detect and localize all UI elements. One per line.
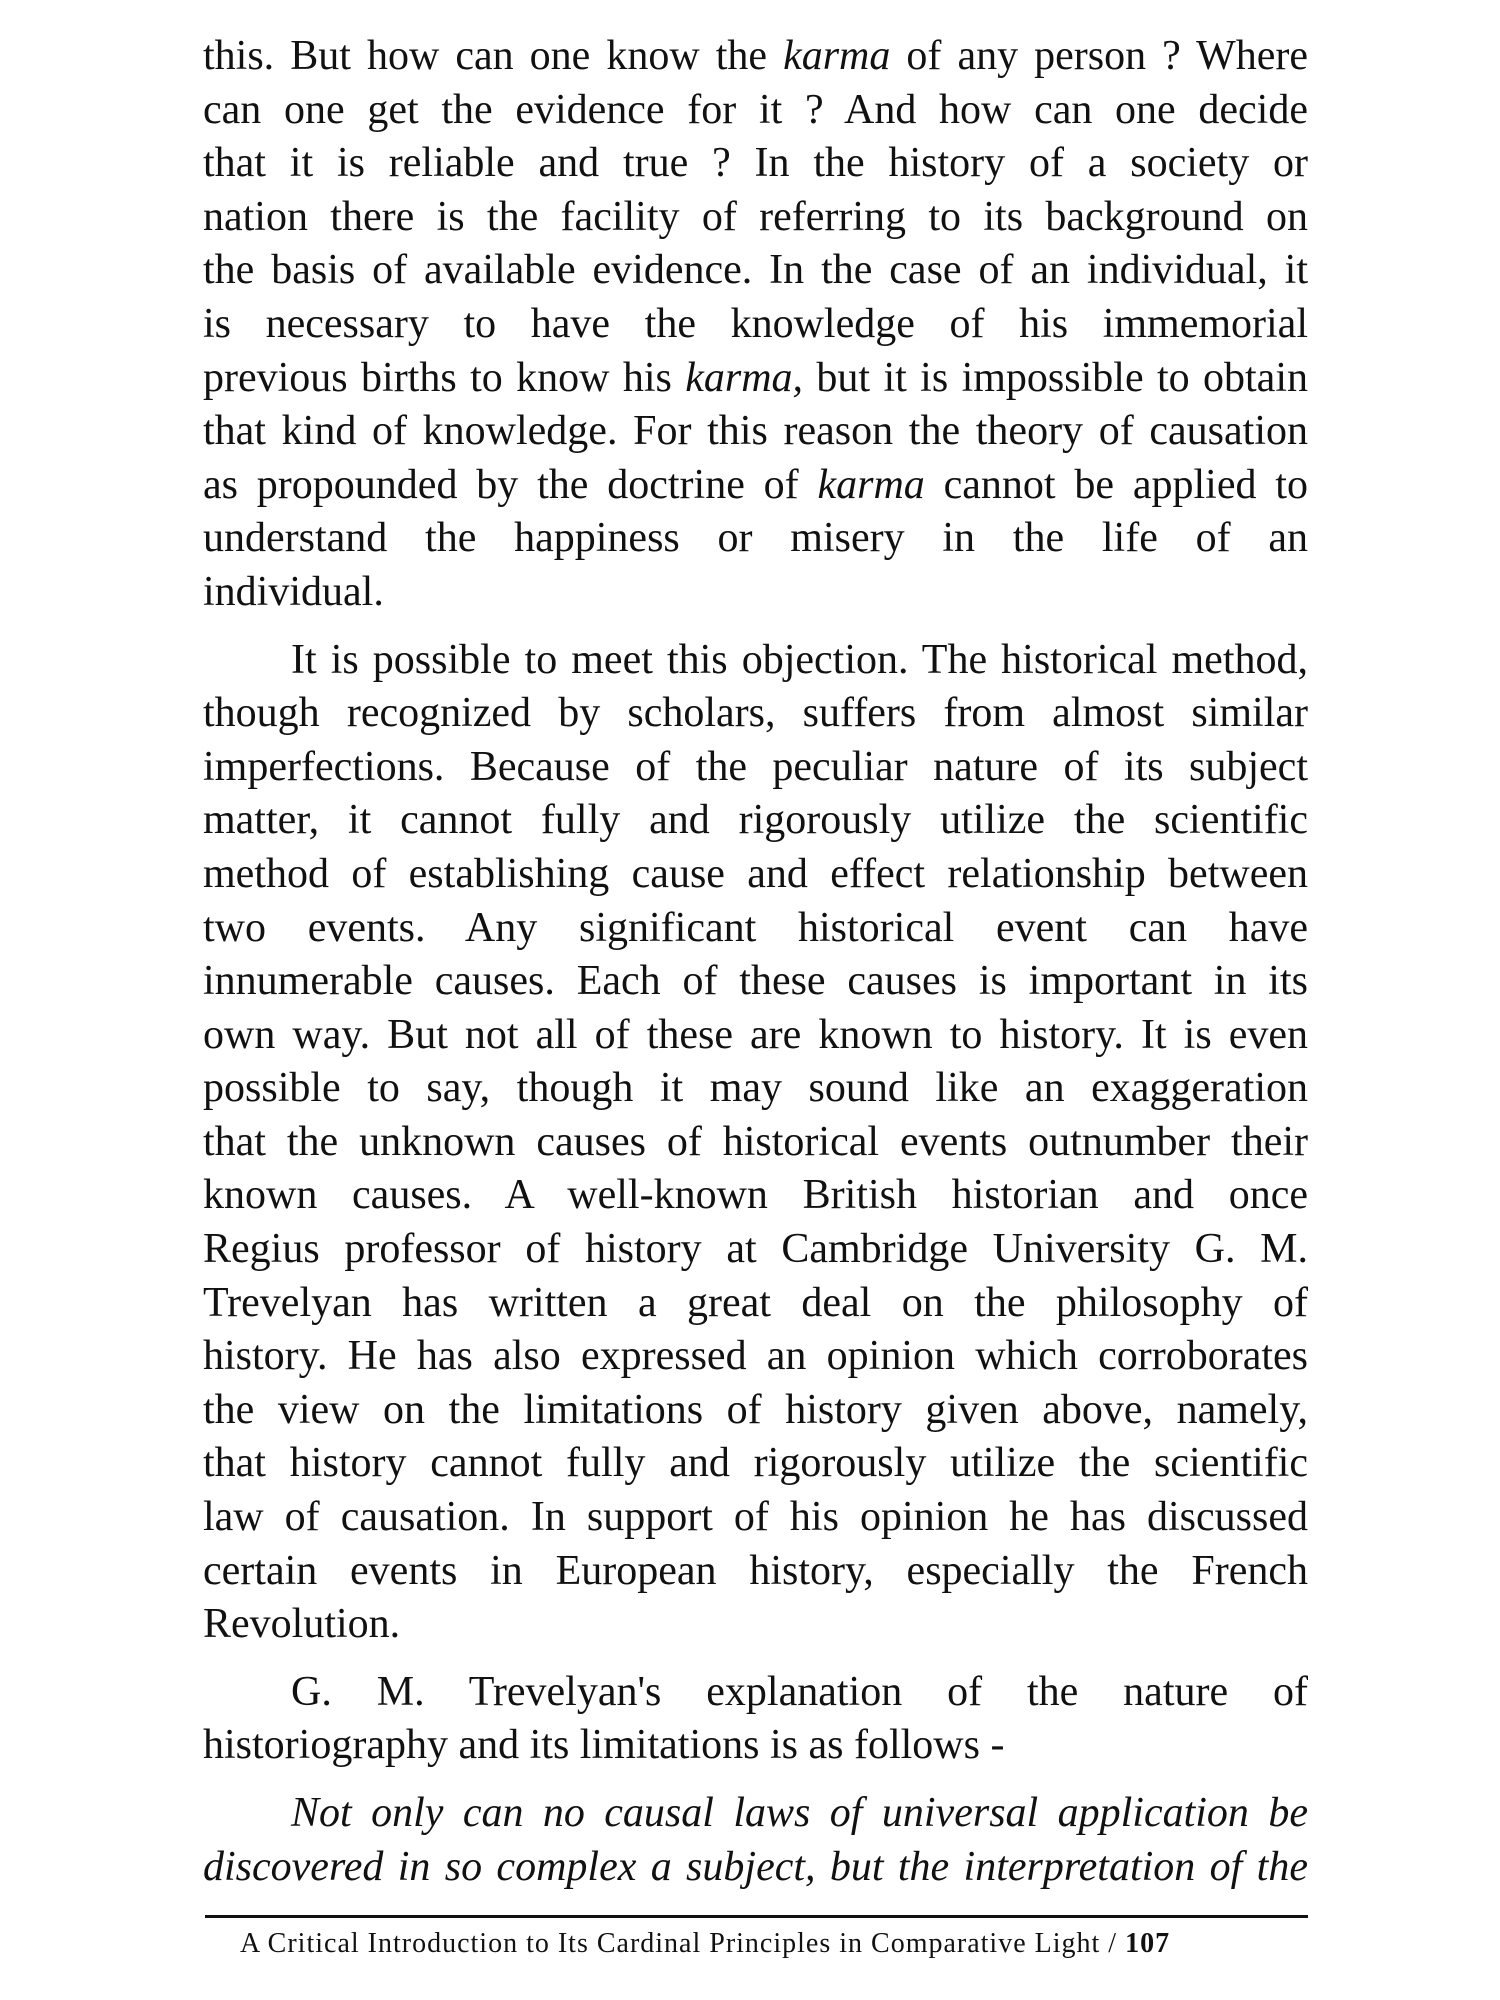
footer-rule bbox=[205, 1915, 1308, 1918]
text-line: the view on the limitations of history given above, namely, bbox=[203, 1386, 1308, 1433]
text-line: history. He has also expressed an opinion which corroborates bbox=[203, 1333, 1308, 1380]
text-line: Trevelyan has written a great deal on the philosophy of bbox=[203, 1279, 1308, 1326]
text-line: the basis of available evidence. In the case of an individual, it bbox=[203, 247, 1308, 294]
text-line: matter, it cannot fully and rigorously utilize the scientific bbox=[203, 797, 1308, 844]
text-line: can one get the evidence for it ? And how can one decide bbox=[203, 86, 1308, 133]
text-line: nation there is the facility of referring to its background on bbox=[203, 193, 1308, 240]
text-line: method of establishing cause and effect relationship between bbox=[203, 850, 1308, 897]
text-line: innumerable causes. Each of these causes is important in its bbox=[203, 958, 1308, 1005]
text-line: It is possible to meet this objection. The historical method, bbox=[291, 636, 1308, 683]
text-line: Revolution. bbox=[203, 1601, 401, 1648]
text-line: G. M. Trevelyan's explanation of the nature of bbox=[291, 1668, 1308, 1715]
running-footer bbox=[240, 1928, 1308, 1960]
text-line: imperfections. Because of the peculiar nature of its subject bbox=[203, 743, 1308, 790]
text-line: Not only can no causal laws of universal application be bbox=[291, 1790, 1308, 1836]
text-line: that kind of knowledge. For this reason the theory of causation bbox=[203, 408, 1308, 455]
text-line: that history cannot fully and rigorously utilize the scientific bbox=[203, 1440, 1308, 1487]
paragraph-historical-method bbox=[203, 634, 1308, 1652]
text-line: own way. But not all of these are known to history. It is even bbox=[203, 1011, 1308, 1058]
text-line: is necessary to have the knowledge of his immemorial bbox=[203, 300, 1308, 347]
text-line: two events. Any significant historical event can have bbox=[203, 904, 1308, 951]
paragraph-karma-evidence bbox=[203, 30, 1308, 620]
body-text bbox=[203, 30, 1308, 1894]
text-line: this. But how can one know the karma of any person ? Where bbox=[203, 33, 1308, 79]
text-line: historiography and its limitations is as follows - bbox=[203, 1722, 1005, 1769]
paragraph-trevelyan-intro bbox=[203, 1666, 1308, 1773]
text-line: that the unknown causes of historical events outnumber their bbox=[203, 1118, 1308, 1165]
page-number: 107 bbox=[1125, 1928, 1171, 1959]
text-line: discovered in so complex a subject, but the interpretation of the bbox=[203, 1843, 1308, 1890]
text-line: law of causation. In support of his opinion he has discussed bbox=[203, 1494, 1308, 1541]
text-line: as propounded by the doctrine of karma cannot be applied to bbox=[203, 461, 1308, 508]
text-line: individual. bbox=[203, 568, 384, 615]
text-line: understand the happiness or misery in the life of an bbox=[203, 515, 1308, 562]
text-line: though recognized by scholars, suffers from almost similar bbox=[203, 690, 1308, 737]
text-line: Regius professor of history at Cambridge University G. M. bbox=[203, 1226, 1308, 1273]
text-line: previous births to know his karma, but it is impossible to obtain bbox=[203, 354, 1308, 401]
text-line: known causes. A well-known British historian and once bbox=[203, 1172, 1308, 1219]
text-line: that it is reliable and true ? In the history of a society or bbox=[203, 140, 1308, 187]
block-quote bbox=[203, 1787, 1308, 1894]
text-line: possible to say, though it may sound like an exaggeration bbox=[203, 1065, 1308, 1112]
footer-book-title: A Critical Introduction to Its Cardinal Principles in Comparative Light / bbox=[240, 1928, 1118, 1959]
text-line: certain events in European history, especially the French bbox=[203, 1547, 1308, 1594]
